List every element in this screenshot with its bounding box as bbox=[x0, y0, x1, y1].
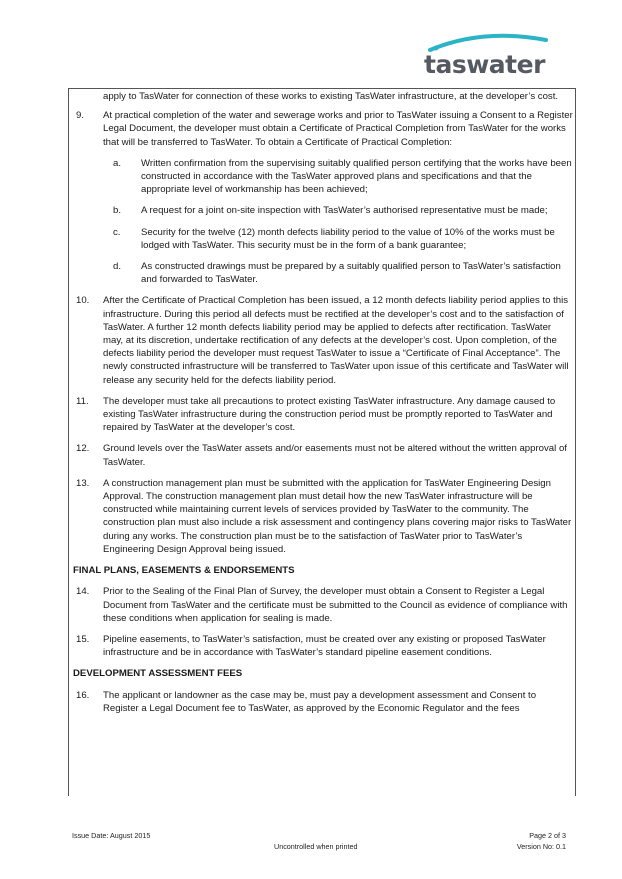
subcondition-a bbox=[73, 157, 573, 197]
condition-9 bbox=[73, 109, 573, 149]
condition-text: A construction management plan must be submitted with the application for TasWater Engineering Design Approval. The construction management plan must detail how the new TasWater infrastructure will be constructed while maintaining current levels of services provided by TasWater to the community. The construction plan must also include a risk assessment and contingency plans covering major risks to TasWater during any works. The construction plan must be to the satisfaction of TasWater prior to TasWater’s Engineering Design Approval being issued. bbox=[103, 477, 572, 555]
continuation-text: apply to TasWater for connection of these works to existing TasWater infrastructure, at the developer’s cost. bbox=[103, 91, 559, 102]
taswater-logo bbox=[424, 32, 554, 82]
subcondition-letter: b. bbox=[113, 205, 122, 217]
subcondition-text: Written confirmation from the supervising suitably qualified person certifying that the works have been constructed in accordance with the TasWater approved plans and specifications and that the appropriate level of workmanship has been achieved; bbox=[141, 157, 572, 196]
condition-16 bbox=[73, 689, 573, 715]
condition-number: 13. bbox=[76, 477, 90, 489]
condition-number: 15. bbox=[76, 633, 90, 645]
condition-number: 9. bbox=[76, 110, 85, 122]
condition-number: 16. bbox=[76, 689, 90, 701]
condition-number: 10. bbox=[76, 295, 90, 307]
condition-text: After the Certificate of Practical Completion has been issued, a 12 month defects liability period applies to this infrastructure. During this period all defects must be rectified at the developer’s cost and to the satisfaction of TasWater. A further 12 month defects liability period may be applied to defects after rectification. TasWater may, at its discretion, undertake rectification of any defects at the developer’s cost. Upon completion, of the defects liability period the developer must request TasWater to issue a “Certificate of Final Acceptance”. The newly constructed infrastructure will be transferred to TasWater upon issue of this certificate and TasWater will release any security held for the defects liability period. bbox=[103, 295, 569, 386]
condition-text: Prior to the Sealing of the Final Plan of Survey, the developer must obtain a Consent to Register a Legal Document from TasWater and the certificate must be submitted to the Council as evidence of compliance with these conditions when application for sealing is made. bbox=[103, 586, 568, 624]
footer-page-info bbox=[517, 830, 566, 852]
condition-text: Ground levels over the TasWater assets and/or easements must not be altered without the written approval of TasWater. bbox=[103, 443, 567, 468]
subcondition-letter: c. bbox=[113, 226, 121, 238]
subcondition-b bbox=[73, 204, 573, 217]
section-heading-final-plans: FINAL PLANS, EASEMENTS & ENDORSEMENTS bbox=[73, 565, 295, 577]
condition-text: Pipeline easements, to TasWater’s satisfaction, must be created over any existing or proposed TasWater infrastructure and be in accordance with TasWater’s standard pipeline easement conditions. bbox=[103, 633, 546, 659]
condition-12 bbox=[73, 442, 573, 468]
subcondition-text: A request for a joint on-site inspection with TasWater’s authorised representative must be made; bbox=[141, 205, 548, 217]
condition-number: 12. bbox=[76, 443, 90, 455]
condition-10 bbox=[73, 294, 573, 386]
footer-version: Version No: 0.1 bbox=[516, 842, 566, 851]
subcondition-text: As constructed drawings must be prepared by a suitably qualified person to TasWater’s satisfaction and forwarded to TasWater. bbox=[141, 261, 561, 286]
condition-11 bbox=[73, 395, 573, 435]
subcondition-d bbox=[73, 260, 573, 286]
subcondition-text: Security for the twelve (12) month defects liability period to the value of 10% of the works must be lodged with TasWater. This security must be in the form of a bank guarantee; bbox=[141, 226, 555, 251]
subcondition-c bbox=[73, 226, 573, 252]
condition-14 bbox=[73, 585, 573, 625]
condition-number: 14. bbox=[76, 586, 90, 598]
footer-issue-date: Issue Date: August 2015 bbox=[72, 831, 151, 840]
footer-page-number: Page 2 of 3 bbox=[529, 831, 566, 840]
logo-text: taswater bbox=[424, 50, 545, 79]
condition-text: The developer must take all precautions to protect existing TasWater infrastructure. Any damage caused to existing TasWater infrastructure during the construction period must be promptly reported to TasWater and repaired by TasWater at the developer’s cost. bbox=[103, 395, 556, 434]
subcondition-letter: a. bbox=[113, 157, 122, 169]
condition-number: 11. bbox=[76, 395, 89, 407]
section-heading-fees: DEVELOPMENT ASSESSMENT FEES bbox=[73, 668, 243, 680]
condition-15 bbox=[73, 633, 573, 659]
condition-text: The applicant or landowner as the case may be, must pay a development assessment and Consent to Register a Legal Document fee to TasWater, as approved by the Economic Regulator and the fees bbox=[103, 689, 537, 714]
footer-uncontrolled: Uncontrolled when printed bbox=[274, 842, 358, 851]
condition-text: At practical completion of the water and sewerage works and prior to TasWater issuing a Consent to a Register Legal Document, the developer must obtain a Certificate of Practical Completion from TasWater for the works that will be transferred to TasWater. To obtain a Certificate of Practical Completion: bbox=[103, 110, 573, 148]
document-body bbox=[73, 90, 573, 715]
condition-13 bbox=[73, 477, 573, 556]
subcondition-letter: d. bbox=[113, 261, 122, 273]
